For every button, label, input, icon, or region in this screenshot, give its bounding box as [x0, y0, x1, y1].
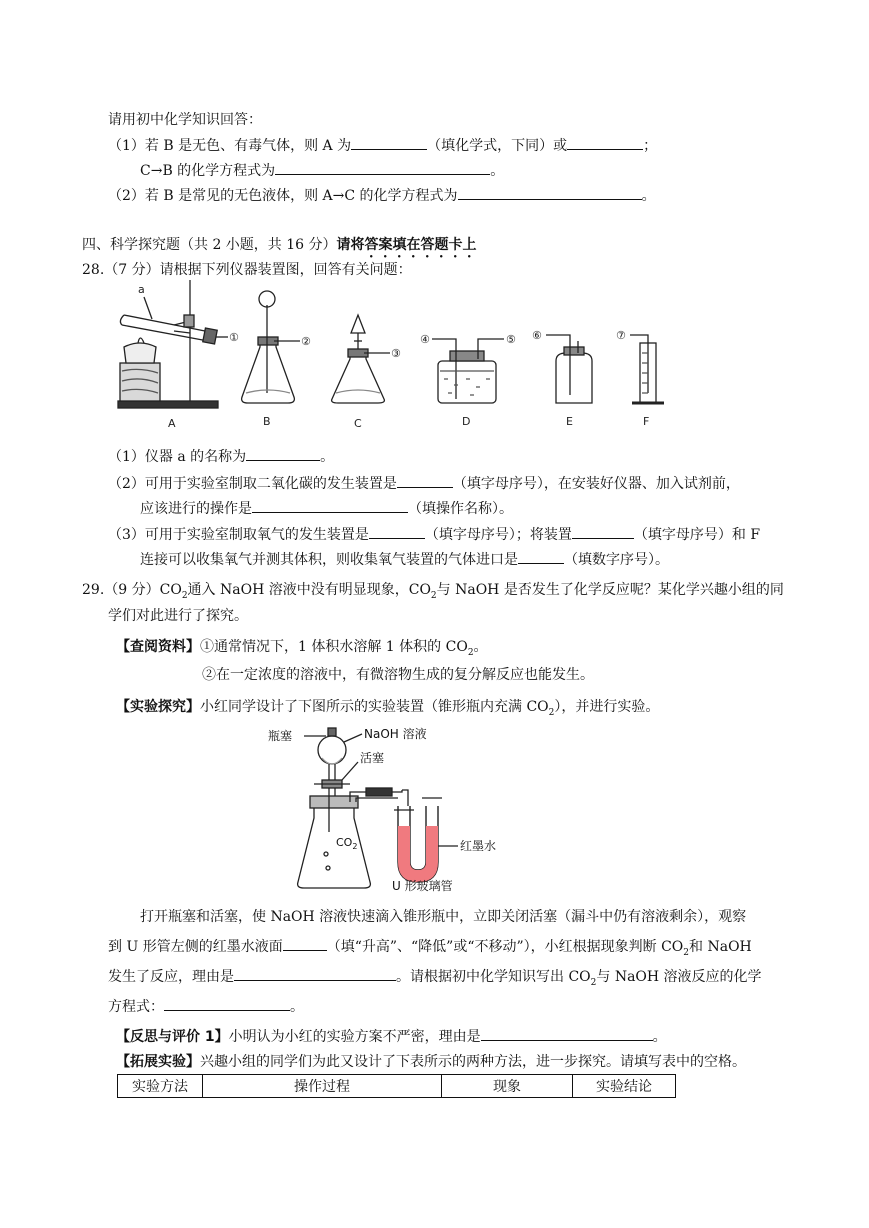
- q28-sub3-line2: [140, 549, 669, 570]
- q29-reference-1: [116, 637, 488, 663]
- answer-blank[interactable]: [252, 498, 408, 513]
- subscript: 2: [467, 647, 474, 658]
- label-u-tube: U 形玻璃管: [392, 879, 453, 892]
- answer-blank[interactable]: [481, 1026, 653, 1041]
- answer-blank[interactable]: [164, 996, 290, 1011]
- table-header: 实验结论: [573, 1075, 676, 1098]
- subscript: 2: [181, 590, 188, 601]
- answer-blank[interactable]: [397, 473, 453, 488]
- q28-sub2-line1: [108, 473, 740, 494]
- apparatus-E: E: [566, 415, 573, 428]
- apparatus-figure: [110, 275, 670, 435]
- experiment-table: [117, 1074, 676, 1098]
- apparatus-D: D: [462, 415, 471, 428]
- q28-stem: 28.（7 分）请根据下列仪器装置图，回答有关问题：: [82, 262, 412, 278]
- port-2: ②: [301, 335, 311, 348]
- q27-part2: [108, 185, 656, 206]
- apparatus-F: F: [643, 415, 650, 428]
- experiment-figure: [262, 722, 522, 892]
- q28-s2-text-d: （填操作名称）。: [408, 501, 513, 517]
- q28-s2-text-b: （填字母序号），在安装好仪器、加入试剂前，: [452, 476, 740, 492]
- q27-intro: 请用初中化学知识回答：: [108, 112, 262, 128]
- para2-a: 到 U 形管左侧的红墨水液面: [108, 939, 283, 955]
- table-header: 现象: [442, 1075, 573, 1098]
- para4-a: 方程式：: [108, 999, 164, 1015]
- para3-c: 与 NaOH 溶液反应的化学: [596, 969, 762, 985]
- q27-p1-text-a: （1）若 B 是无色、有毒气体，则 A 为: [108, 138, 352, 154]
- q29-para-line4: [108, 996, 304, 1017]
- q29-stem-line2: 学们对此进行了探究。: [108, 608, 248, 624]
- q28-s2-text-c: 应该进行的操作是: [140, 501, 252, 517]
- q29-reference-2: ②在一定浓度的溶液中，有微溶物生成的复分解反应也能发生。: [202, 667, 594, 683]
- port-4: ④: [420, 333, 430, 346]
- q29-para-line2: [108, 936, 752, 963]
- q27-p1-text-c: ；: [643, 138, 658, 154]
- answer-blank[interactable]: [518, 549, 564, 564]
- label-naoh: NaOH 溶液: [364, 727, 427, 741]
- q27-part1-line1: [108, 135, 657, 156]
- q27-part1-line2: [140, 160, 504, 181]
- answer-blank[interactable]: [246, 446, 320, 461]
- answer-blank[interactable]: [458, 185, 642, 200]
- section-instruction-emphasis: 答案填在答题卡上: [364, 237, 477, 253]
- q28-s3-text-b: （填字母序号）；将装置: [424, 527, 572, 543]
- q28-s1-text-a: （1）仪器 a 的名称为: [108, 449, 247, 465]
- answer-blank[interactable]: [234, 966, 396, 981]
- q28-sub1: [108, 446, 334, 467]
- extension-tag: 【拓展实验】: [116, 1054, 200, 1070]
- q28-s2-text-a: （2）可用于实验室制取二氧化碳的发生装置是: [108, 476, 397, 492]
- port-5: ⑤: [506, 333, 516, 346]
- q28-s3-text-d: 连接可以收集氧气并测其体积，则收集氧气装置的气体进口是: [140, 552, 518, 568]
- q29-experiment-intro: [116, 697, 659, 723]
- table-header: 操作过程: [203, 1075, 442, 1098]
- extension-text: 兴趣小组的同学们为此又设计了下表所示的两种方法，进一步探究。请填写表中的空格。: [200, 1054, 746, 1070]
- ref1-text: ①通常情况下，1 体积水溶解 1 体积的 CO: [200, 639, 468, 655]
- answer-blank[interactable]: [283, 936, 327, 951]
- para2-b: （填“升高”、“降低”或“不移动”），小红根据现象判断 CO: [326, 939, 684, 955]
- exp-text-b: ），并进行实验。: [554, 699, 660, 715]
- answer-blank[interactable]: [351, 135, 427, 150]
- apparatus-C: C: [354, 417, 362, 430]
- label-a: a: [138, 283, 145, 296]
- q29-para-line3: [108, 966, 762, 993]
- q29-reflection: [116, 1026, 667, 1047]
- label-stopper: 瓶塞: [268, 729, 293, 743]
- q28-sub3-line1: [108, 524, 760, 545]
- label-red-ink: 红墨水: [460, 839, 497, 853]
- q29-stem-b: 通入 NaOH 溶液中没有明显现象，CO: [187, 582, 431, 598]
- apparatus-B: B: [263, 415, 271, 428]
- label-valve: 活塞: [360, 751, 385, 765]
- para3-b: 。请根据初中化学知识写出 CO: [396, 969, 591, 985]
- q29-stem-line1: [82, 580, 784, 606]
- port-1: ①: [229, 331, 239, 344]
- answer-blank[interactable]: [369, 524, 425, 539]
- section-heading: [82, 235, 477, 261]
- subscript: 2: [548, 707, 555, 718]
- subscript: 2: [430, 590, 437, 601]
- para2-c: 和 NaOH: [689, 939, 752, 955]
- experiment-tag: 【实验探究】: [116, 699, 200, 715]
- q27-p1-text-b: （填化学式，下同）或: [427, 138, 568, 154]
- subscript: 2: [590, 977, 597, 988]
- q28-s3-text-a: （3）可用于实验室制取氧气的发生装置是: [108, 527, 369, 543]
- exp-text-a: 小红同学设计了下图所示的实验装置（锥形瓶内充满 CO: [200, 699, 549, 715]
- label-co2: $CO_2$: [336, 836, 358, 851]
- table-header: 实验方法: [118, 1075, 203, 1098]
- q28-s3-text-e: （填数字序号）。: [564, 552, 669, 568]
- answer-blank[interactable]: [275, 160, 490, 175]
- reflection-text: 小明认为小红的实验方案不严密，理由是: [228, 1029, 481, 1045]
- answer-blank[interactable]: [572, 524, 634, 539]
- q27-p2-text-a: （2）若 B 是常见的无色液体，则 A→C 的化学方程式为: [108, 188, 458, 204]
- q27-p1-text-d: C→B 的化学方程式为: [140, 163, 276, 179]
- port-6: ⑥: [532, 329, 542, 342]
- q28-sub2-line2: [140, 498, 513, 519]
- q27-p1-text-e: 。: [490, 163, 505, 179]
- reflection-end: 。: [652, 1029, 667, 1045]
- answer-blank[interactable]: [567, 135, 643, 150]
- ref1-end: 。: [473, 639, 488, 655]
- table-header-row: [118, 1075, 676, 1098]
- para3-a: 发生了反应，理由是: [108, 969, 234, 985]
- port-3: ③: [391, 347, 401, 360]
- apparatus-A: A: [168, 417, 176, 430]
- q29-stem-a: 29.（9 分）CO: [82, 582, 182, 598]
- section-instruction: 请将: [336, 237, 365, 253]
- para4-b: 。: [290, 999, 304, 1015]
- subscript: 2: [683, 947, 690, 958]
- port-7: ⑦: [616, 329, 626, 342]
- q28-s3-text-c: （填字母序号）和 F: [633, 527, 761, 543]
- q27-p2-text-b: 。: [641, 188, 656, 204]
- q29-extension: [116, 1052, 746, 1072]
- reference-tag: 【查阅资料】: [116, 639, 200, 655]
- section-title: 四、科学探究题（共 2 小题，共 16 分）: [82, 237, 337, 253]
- q28-s1-text-b: 。: [320, 449, 335, 465]
- reflection-tag: 【反思与评价 1】: [116, 1029, 229, 1045]
- q29-para-line1: 打开瓶塞和活塞，使 NaOH 溶液快速滴入锥形瓶中，立即关闭活塞（漏斗中仍有溶液剩余），观察: [140, 909, 747, 925]
- q29-stem-c: 与 NaOH 是否发生了化学反应呢？某化学兴趣小组的同: [436, 582, 784, 598]
